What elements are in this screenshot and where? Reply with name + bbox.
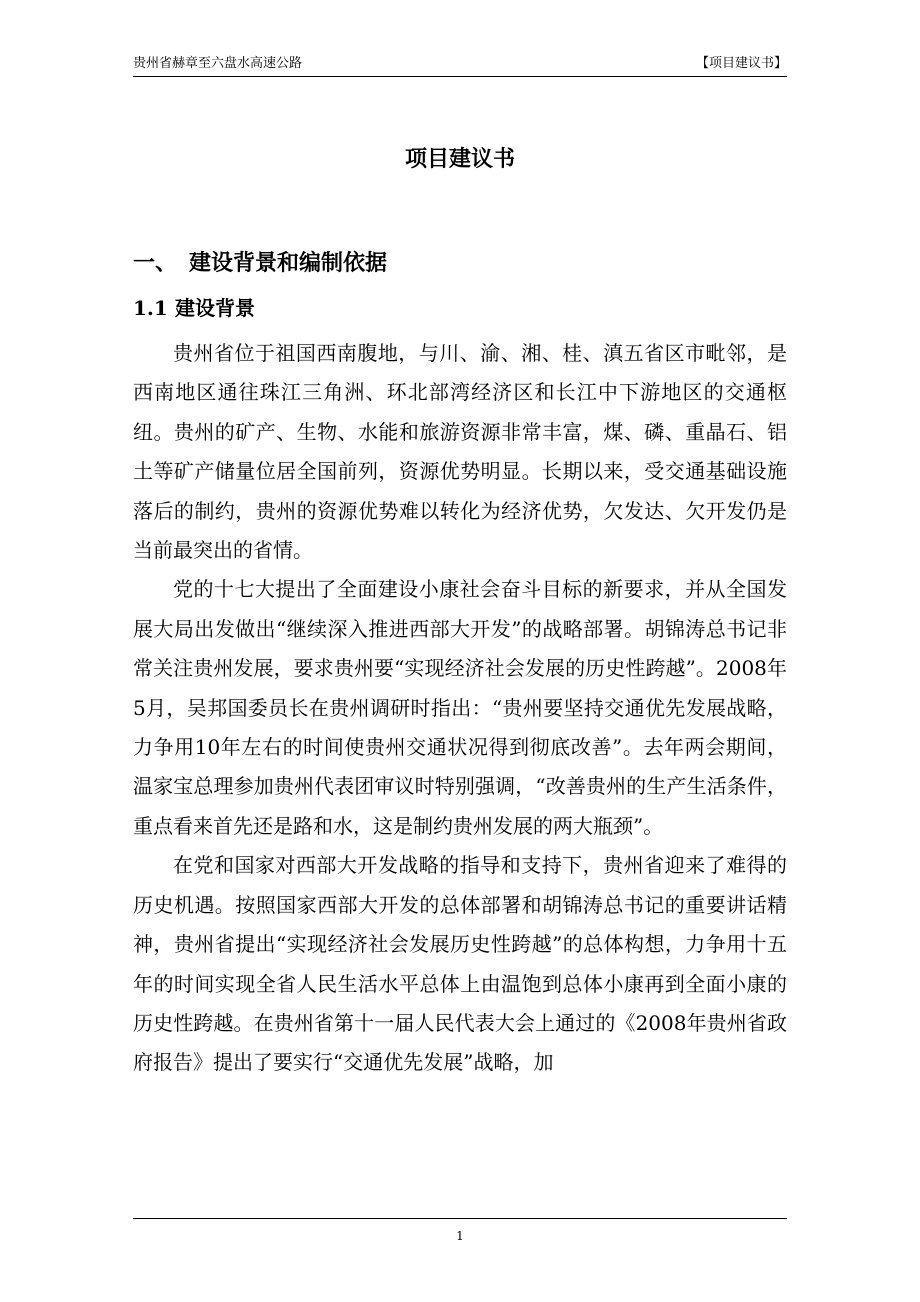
body-text bbox=[133, 334, 787, 1083]
paragraph-3: 在党和国家对西部大开发战略的指导和支持下，贵州省迎来了难得的历史机遇。按照国家西部大开发的总体部署和胡锦涛总书记的重要讲话精神，贵州省提出“实现经济社会发展历史性跨越”的总体构想，力争用十五年的时间实现全省人民生活水平总体上由温饱到总体小康再到全面小康的历史性跨越。在贵州省第十一届人民代表大会上通过的《2008年贵州省政府报告》提出了要实行“交通优先发展”战略，加 bbox=[133, 853, 787, 1075]
paragraph-2: 党的十七大提出了全面建设小康社会奋斗目标的新要求，并从全国发展大局出发做出“继续深入推进西部大开发”的战略部署。胡锦涛总书记非常关注贵州发展，要求贵州要“实现经济社会发展的历史性跨越”。2008年5月，吴邦国委员长在贵州调研时指出：“贵州要坚持交通优先发展战略，力争用10年左右的时间使贵州交通状况得到彻底改善”。去年两会期间，温家宝总理参加贵州代表团审议时特别强调，“改善贵州的生产生活条件，重点看来首先还是路和水，这是制约贵州发展的两大瓶颈”。 bbox=[133, 577, 787, 838]
section-heading-1 bbox=[133, 250, 387, 278]
document-title: 项目建议书 bbox=[404, 147, 515, 172]
header-document-type: 【项目建议书】 bbox=[695, 56, 787, 71]
header-divider bbox=[133, 76, 787, 77]
subsection-number: 1.1 bbox=[133, 296, 168, 320]
page-number: 1 bbox=[456, 1229, 464, 1243]
footer-divider bbox=[133, 1218, 787, 1219]
paragraph-1: 贵州省位于祖国西南腹地，与川、渝、湘、桂、滇五省区市毗邻，是西南地区通往珠江三角洲、环北部湾经济区和长江中下游地区的交通枢纽。贵州的矿产、生物、水能和旅游资源非常丰富，煤、磷、重晶石、铝土等矿产储量位居全国前列，资源优势明显。长期以来，受交通基础设施落后的制约，贵州的资源优势难以转化为经济优势，欠发达、欠开发仍是当前最突出的省情。 bbox=[133, 341, 787, 563]
subsection-heading-1-1 bbox=[133, 294, 255, 322]
subsection-title: 建设背景 bbox=[175, 296, 255, 320]
section-number: 一、 bbox=[133, 251, 178, 276]
section-title: 建设背景和编制依据 bbox=[189, 251, 388, 276]
header-project-name: 贵州省赫章至六盘水高速公路 bbox=[133, 56, 303, 71]
